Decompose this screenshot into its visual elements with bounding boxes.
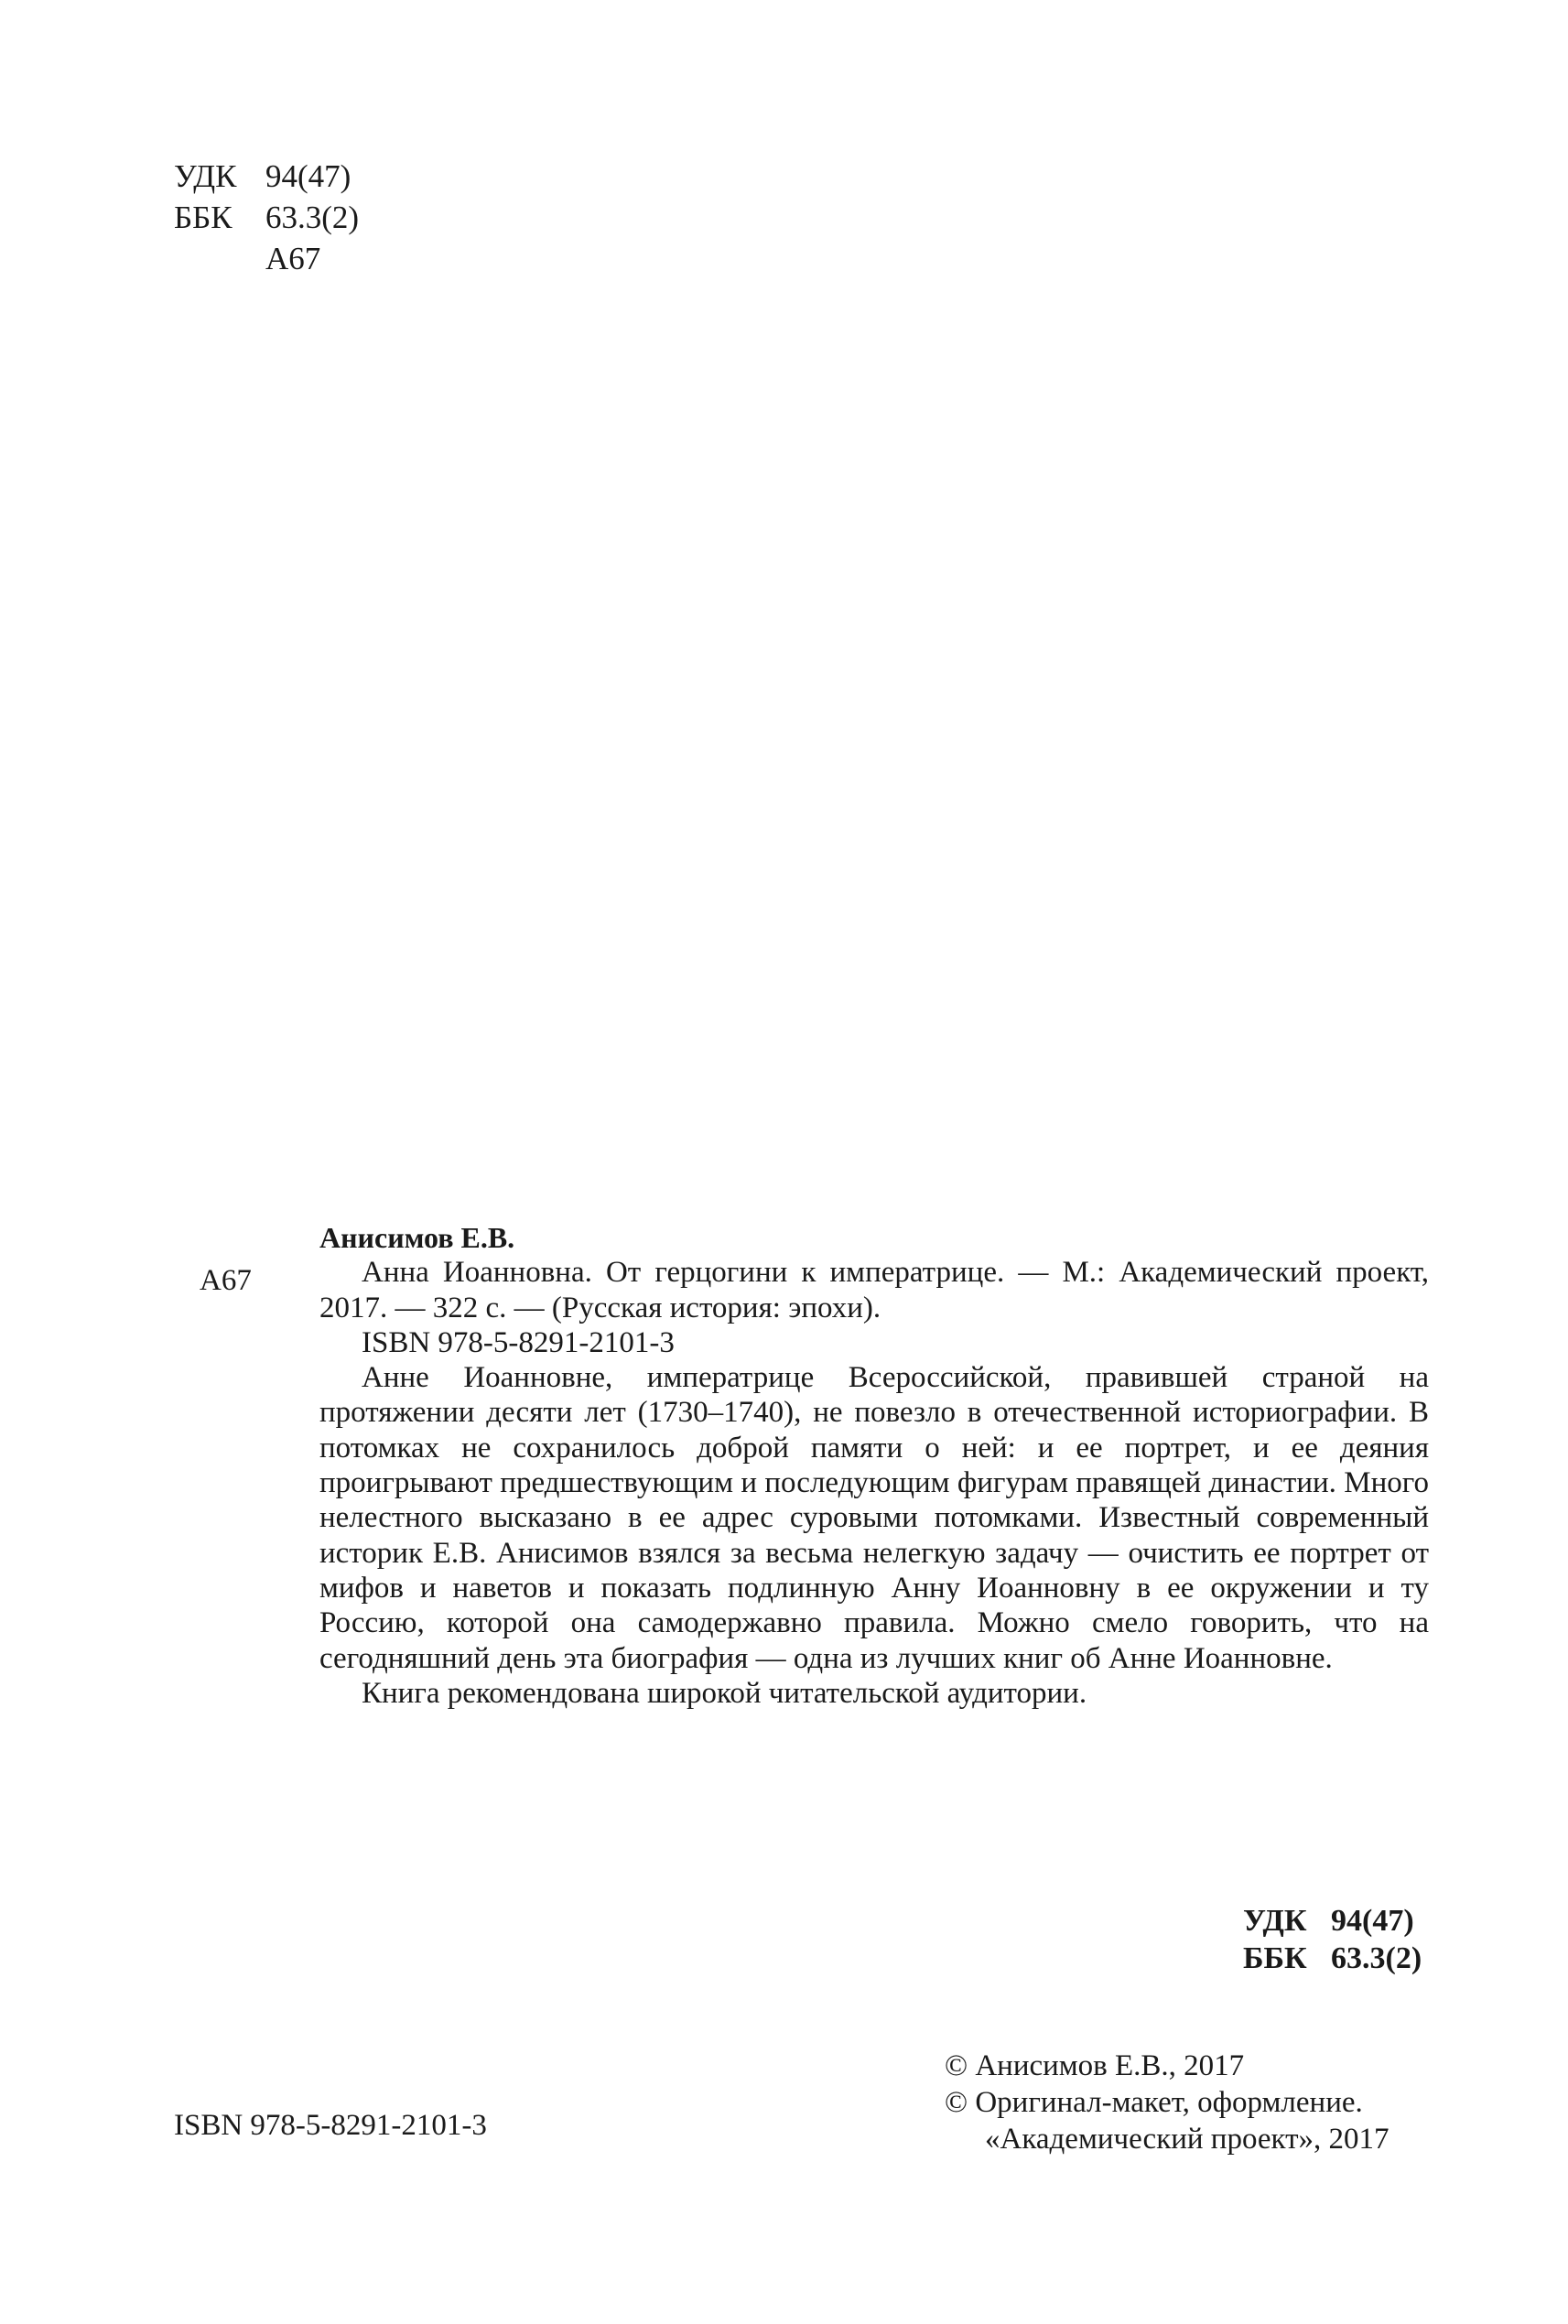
top-classification: [174, 156, 359, 279]
bibliographic-description: Анна Иоанновна. От герцогини к императрице. — М.: Академический проект, 2017. — 322 с. — (Русская история: эпохи).: [319, 1256, 1429, 1324]
udk-row: [174, 156, 359, 197]
bottom-classification: [1243, 1902, 1422, 1977]
copyright-publisher: «Академический проект», 2017: [985, 2123, 1390, 2156]
isbn-bottom: ISBN 978-5-8291-2101-3: [174, 2109, 487, 2142]
recommendation: Книга рекомендована широкой читательской аудитории.: [362, 1676, 1087, 1710]
copyright-block: [945, 2048, 1390, 2157]
copyright-author: © Анисимов Е.В., 2017: [945, 2049, 1245, 2082]
bottom-udk-value: 94(47): [1331, 1904, 1414, 1938]
author-mark: А67: [265, 241, 321, 276]
bottom-bbk-row: [1243, 1940, 1422, 1977]
card-isbn: ISBN 978-5-8291-2101-3: [362, 1325, 675, 1359]
bbk-label: ББК: [174, 200, 232, 235]
udk-label: УДК: [174, 158, 237, 194]
annotation: Анне Иоанновне, императрице Всероссийской, правившей страной на протяжении десяти лет (1730–1740), не повезло в отечественной историографии. В потомках не сохранилось доброй памяти о ней: и ее портрет, и ее деяния проигрывают предшествующим и последующим фигурам правящей династии. Много нелестного высказано в ее адрес суровыми потомками. Известный современный историк Е.В. Анисимов взялся за весьма нелегкую задачу — очистить ее портрет от мифов и наветов и показать подлинную Анну Иоанновну в ее окружении и ту Россию, которой она самодержавно правила. Можно смело говорить, что на сегодняшний день эта биография — одна из лучших книг об Анне Иоанновне.: [319, 1361, 1429, 1675]
catalog-card: [319, 1220, 1429, 1711]
bottom-udk-row: [1243, 1902, 1422, 1940]
bbk-row: [174, 197, 359, 238]
bottom-bbk-label: ББК: [1243, 1941, 1307, 1975]
card-author: Анисимов Е.В.: [319, 1221, 515, 1254]
card-author-mark: А67: [200, 1264, 252, 1297]
udk-value: 94(47): [265, 158, 351, 194]
bbk-value: 63.3(2): [265, 200, 360, 235]
bottom-udk-label: УДК: [1243, 1904, 1307, 1938]
bottom-bbk-value: 63.3(2): [1331, 1941, 1422, 1975]
copyright-layout: © Оригинал-макет, оформление.: [945, 2086, 1363, 2119]
